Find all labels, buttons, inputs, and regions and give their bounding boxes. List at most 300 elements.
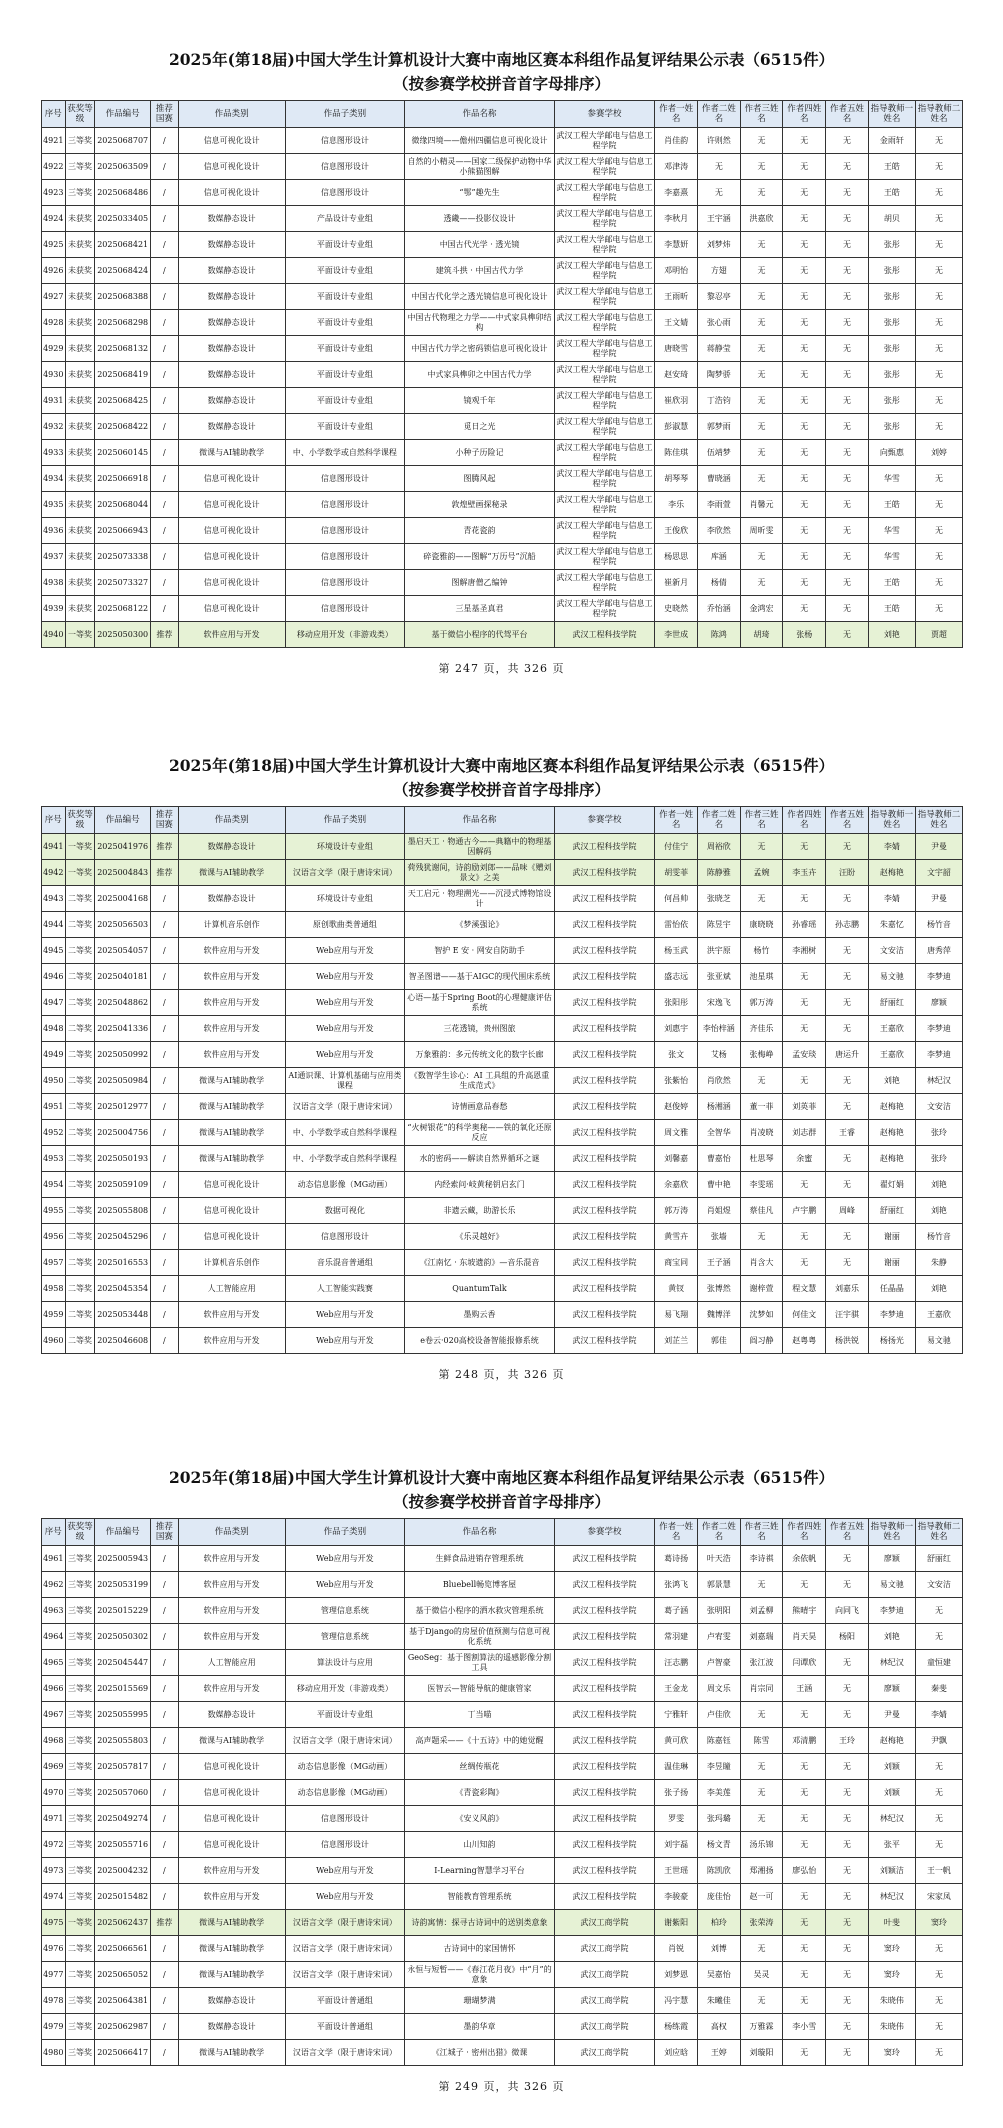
- cell-school: 武汉工程科技学院: [554, 1094, 654, 1120]
- cell-author2: 高权: [697, 2014, 740, 2040]
- cell-author2: 张博然: [697, 1276, 740, 1302]
- cell-award: 未获奖: [65, 570, 95, 596]
- cell-author2: 杨倩: [697, 570, 740, 596]
- cell-author1: 王世瑶: [655, 1858, 698, 1884]
- cell-teacher2: 李婧: [915, 1702, 962, 1728]
- cell-category: 信息可视化设计: [178, 518, 285, 544]
- cell-award: 三等奖: [65, 1572, 95, 1598]
- results-table: [41, 100, 963, 648]
- cell-award: 二等奖: [65, 938, 95, 964]
- table-row: [42, 310, 963, 336]
- cell-author2: 张墙: [697, 1224, 740, 1250]
- cell-author1: 肖佳韵: [655, 128, 698, 154]
- cell-school: 武汉工程大学邮电与信息工程学院: [554, 596, 654, 622]
- cell-category: 数媒静态设计: [178, 206, 285, 232]
- cell-subcategory: 算法设计与应用: [285, 1650, 405, 1676]
- cell-author2: 李雨萱: [697, 492, 740, 518]
- table-row: [42, 912, 963, 938]
- page-title: 2025年(第18届)中国大学生计算机设计大赛中南地区赛本科组作品复评结果公示表（6515件）: [168, 50, 835, 69]
- cell-recommend: /: [150, 570, 178, 596]
- cell-category: 软件应用与开发: [178, 1624, 285, 1650]
- cell-category: 微课与AI辅助教学: [178, 860, 285, 886]
- cell-author5: 无: [826, 2014, 869, 2040]
- column-header-author2: 作者二姓名: [697, 101, 740, 128]
- cell-author2: 无: [697, 154, 740, 180]
- cell-subcategory: 环境设计专业组: [285, 886, 405, 912]
- cell-author3: 谢梓萱: [740, 1276, 783, 1302]
- cell-author4: 孙睿瑶: [783, 912, 826, 938]
- cell-author1: 何昌帅: [655, 886, 698, 912]
- cell-teacher1: 赵梅艳: [868, 1728, 915, 1754]
- table-header-row: [42, 101, 963, 128]
- cell-work-name: 透畿——投影仪设计: [405, 206, 555, 232]
- cell-recommend: /: [150, 1988, 178, 2014]
- cell-award: 二等奖: [65, 1962, 95, 1988]
- cell-author1: 陈佳琪: [655, 440, 698, 466]
- cell-author2: 乔怡涵: [697, 596, 740, 622]
- cell-author3: 无: [740, 440, 783, 466]
- cell-category: 微课与AI辅助教学: [178, 1962, 285, 1988]
- cell-seq: 4961: [42, 1546, 66, 1572]
- cell-author1: 谢紫阳: [655, 1910, 698, 1936]
- cell-work-id: 2025068122: [95, 596, 151, 622]
- cell-work-id: 2025049274: [95, 1806, 151, 1832]
- cell-award: 三等奖: [65, 1546, 95, 1572]
- cell-teacher2: 贾超: [915, 622, 962, 648]
- cell-school: 武汉工商学院: [554, 1962, 654, 1988]
- cell-author4: 无: [783, 1884, 826, 1910]
- cell-work-name: 图腾风起: [405, 466, 555, 492]
- cell-teacher1: 张彤: [868, 258, 915, 284]
- cell-author1: 王金龙: [655, 1676, 698, 1702]
- cell-work-name: “火树银花”的科学奥秘——铁的氧化还原反应: [405, 1120, 555, 1146]
- cell-author5: 杨阳: [826, 1624, 869, 1650]
- cell-recommend: /: [150, 492, 178, 518]
- cell-category: 数媒静态设计: [178, 1702, 285, 1728]
- column-header-subcategory: 作品子类别: [285, 101, 405, 128]
- cell-recommend: 推荐: [150, 622, 178, 648]
- cell-work-name: I-Learning智慧学习平台: [405, 1858, 555, 1884]
- cell-author1: 商宝同: [655, 1250, 698, 1276]
- cell-work-name: 图解唐僧乙编钟: [405, 570, 555, 596]
- cell-work-id: 2025050300: [95, 622, 151, 648]
- cell-work-name: e卷云·020高校设备智能报修系统: [405, 1328, 555, 1354]
- cell-teacher1: 刘颖洁: [868, 1858, 915, 1884]
- cell-work-name: 《安义风韵》: [405, 1806, 555, 1832]
- cell-author5: 无: [826, 1172, 869, 1198]
- cell-teacher2: 窦玲: [915, 1910, 962, 1936]
- cell-recommend: /: [150, 232, 178, 258]
- cell-work-name: 基于Django的房屋价值预测与信息可视化系统: [405, 1624, 555, 1650]
- cell-work-name: “鄂”趣先生: [405, 180, 555, 206]
- cell-author1: 刘馨嘉: [655, 1146, 698, 1172]
- cell-teacher1: 叶斐: [868, 1910, 915, 1936]
- cell-work-name: 丁当喵: [405, 1702, 555, 1728]
- cell-author4: 无: [783, 1016, 826, 1042]
- cell-author5: 无: [826, 1250, 869, 1276]
- cell-teacher2: 朱静: [915, 1250, 962, 1276]
- cell-author4: 无: [783, 128, 826, 154]
- cell-work-id: 2025068044: [95, 492, 151, 518]
- cell-category: 软件应用与开发: [178, 1884, 285, 1910]
- cell-teacher1: 张彤: [868, 284, 915, 310]
- cell-author5: 无: [826, 1068, 869, 1094]
- column-header-author4: 作者四姓名: [783, 101, 826, 128]
- cell-author5: 无: [826, 1754, 869, 1780]
- cell-category: 软件应用与开发: [178, 1598, 285, 1624]
- table-row: [42, 206, 963, 232]
- cell-author2: 叶天浩: [697, 1546, 740, 1572]
- cell-work-id: 2025046608: [95, 1328, 151, 1354]
- cell-author3: 无: [740, 128, 783, 154]
- cell-recommend: /: [150, 388, 178, 414]
- cell-work-name: 中国古代物理之力学——中式家具榫卯结构: [405, 310, 555, 336]
- cell-author4: 闫谭欣: [783, 1650, 826, 1676]
- cell-category: 微课与AI辅助教学: [178, 1146, 285, 1172]
- cell-seq: 4947: [42, 990, 66, 1016]
- cell-work-id: 2025066561: [95, 1936, 151, 1962]
- cell-author3: 无: [740, 362, 783, 388]
- cell-seq: 4939: [42, 596, 66, 622]
- cell-work-name: 珊瑚梦满: [405, 1988, 555, 2014]
- cell-author2: 周文乐: [697, 1676, 740, 1702]
- cell-subcategory: Web应用与开发: [285, 1884, 405, 1910]
- table-row: [42, 886, 963, 912]
- results-table: [41, 806, 963, 1354]
- cell-teacher2: 无: [915, 2014, 962, 2040]
- cell-author5: 向同飞: [826, 1598, 869, 1624]
- cell-subcategory: 音乐混音普通组: [285, 1250, 405, 1276]
- cell-author5: 无: [826, 206, 869, 232]
- cell-teacher2: 无: [915, 414, 962, 440]
- cell-category: 软件应用与开发: [178, 1328, 285, 1354]
- cell-category: 数媒静态设计: [178, 2014, 285, 2040]
- cell-author5: 无: [826, 2040, 869, 2066]
- cell-work-name: 三星基圣真君: [405, 596, 555, 622]
- cell-author1: 李秋月: [655, 206, 698, 232]
- cell-author3: 无: [740, 232, 783, 258]
- cell-work-id: 2025045296: [95, 1224, 151, 1250]
- cell-work-id: 2025068425: [95, 388, 151, 414]
- cell-recommend: /: [150, 1676, 178, 1702]
- cell-author2: 朱曦佳: [697, 1988, 740, 2014]
- cell-subcategory: 平面设计专业组: [285, 258, 405, 284]
- cell-author3: 李诗祺: [740, 1546, 783, 1572]
- cell-author3: 肖馨元: [740, 492, 783, 518]
- cell-teacher1: 朱晓伟: [868, 2014, 915, 2040]
- cell-author2: 洪宇原: [697, 938, 740, 964]
- cell-work-id: 2025041976: [95, 834, 151, 860]
- cell-author2: 李欣然: [697, 518, 740, 544]
- cell-category: 信息可视化设计: [178, 1780, 285, 1806]
- cell-seq: 4935: [42, 492, 66, 518]
- cell-author1: 张紫怡: [655, 1068, 698, 1094]
- cell-teacher1: 张彤: [868, 336, 915, 362]
- cell-teacher1: 舒丽红: [868, 1198, 915, 1224]
- cell-school: 武汉工程科技学院: [554, 1302, 654, 1328]
- cell-teacher2: 无: [915, 1936, 962, 1962]
- column-header-teacher1: 指导教师一姓名: [868, 1519, 915, 1546]
- cell-author1: 盛志远: [655, 964, 698, 990]
- cell-work-id: 2025073327: [95, 570, 151, 596]
- cell-recommend: /: [150, 1702, 178, 1728]
- cell-category: 信息可视化设计: [178, 180, 285, 206]
- cell-author3: 张梅峥: [740, 1042, 783, 1068]
- cell-author5: 无: [826, 596, 869, 622]
- page-249: [0, 1460, 1003, 2094]
- cell-seq: 4956: [42, 1224, 66, 1250]
- cell-award: 未获奖: [65, 440, 95, 466]
- cell-author4: 无: [783, 596, 826, 622]
- cell-teacher2: 无: [915, 1754, 962, 1780]
- cell-award: 三等奖: [65, 2014, 95, 2040]
- cell-school: 武汉工程科技学院: [554, 1806, 654, 1832]
- cell-author5: 无: [826, 1884, 869, 1910]
- cell-teacher1: 赵梅艳: [868, 1094, 915, 1120]
- cell-seq: 4946: [42, 964, 66, 990]
- cell-school: 武汉工程大学邮电与信息工程学院: [554, 440, 654, 466]
- cell-work-id: 2025066943: [95, 518, 151, 544]
- cell-teacher1: 张彤: [868, 232, 915, 258]
- cell-author3: 无: [740, 1572, 783, 1598]
- cell-school: 武汉工程大学邮电与信息工程学院: [554, 336, 654, 362]
- cell-subcategory: Web应用与开发: [285, 1328, 405, 1354]
- cell-subcategory: Web应用与开发: [285, 1858, 405, 1884]
- cell-author5: 孙志鹏: [826, 912, 869, 938]
- cell-author5: 无: [826, 1780, 869, 1806]
- column-header-subcategory: 作品子类别: [285, 1519, 405, 1546]
- cell-teacher2: 李梦迪: [915, 1042, 962, 1068]
- column-header-recommend: 推荐国赛: [150, 807, 178, 834]
- cell-school: 武汉工程大学邮电与信息工程学院: [554, 128, 654, 154]
- cell-author2: 肖姐煜: [697, 1198, 740, 1224]
- cell-author5: 无: [826, 232, 869, 258]
- cell-teacher1: 王皓: [868, 492, 915, 518]
- cell-author5: 无: [826, 886, 869, 912]
- cell-author1: 葛诗扬: [655, 1546, 698, 1572]
- cell-author1: 易飞翔: [655, 1302, 698, 1328]
- cell-author5: 无: [826, 310, 869, 336]
- cell-author4: 刘英菲: [783, 1094, 826, 1120]
- cell-seq: 4932: [42, 414, 66, 440]
- cell-author1: 杨玉武: [655, 938, 698, 964]
- cell-recommend: /: [150, 2040, 178, 2066]
- cell-seq: 4921: [42, 128, 66, 154]
- cell-seq: 4937: [42, 544, 66, 570]
- cell-author3: 万雅霖: [740, 2014, 783, 2040]
- cell-author2: 宋逸飞: [697, 990, 740, 1016]
- cell-school: 武汉工程大学邮电与信息工程学院: [554, 388, 654, 414]
- cell-author4: 无: [783, 258, 826, 284]
- table-header-row: [42, 1519, 963, 1546]
- cell-seq: 4980: [42, 2040, 66, 2066]
- cell-author5: 无: [826, 258, 869, 284]
- cell-teacher2: 无: [915, 492, 962, 518]
- cell-author5: 无: [826, 1962, 869, 1988]
- cell-subcategory: 平面设计专业组: [285, 1702, 405, 1728]
- cell-author4: 无: [783, 206, 826, 232]
- cell-author5: 无: [826, 1146, 869, 1172]
- cell-author2: 丁浩钧: [697, 388, 740, 414]
- cell-teacher1: 易文驰: [868, 1572, 915, 1598]
- cell-work-id: 2025055995: [95, 1702, 151, 1728]
- cell-author5: 汪盼: [826, 860, 869, 886]
- cell-teacher2: 童恒建: [915, 1650, 962, 1676]
- cell-teacher2: 无: [915, 570, 962, 596]
- cell-school: 武汉工程大学邮电与信息工程学院: [554, 492, 654, 518]
- cell-award: 二等奖: [65, 886, 95, 912]
- cell-category: 数媒静态设计: [178, 310, 285, 336]
- cell-subcategory: 平面设计专业组: [285, 388, 405, 414]
- cell-author2: 郭景慧: [697, 1572, 740, 1598]
- cell-author4: 无: [783, 336, 826, 362]
- cell-subcategory: Web应用与开发: [285, 990, 405, 1016]
- cell-work-id: 2025055808: [95, 1198, 151, 1224]
- cell-subcategory: 汉语言文学（限于唐诗宋词）: [285, 1962, 405, 1988]
- cell-work-id: 2025041336: [95, 1016, 151, 1042]
- cell-teacher2: 无: [915, 466, 962, 492]
- table-row: [42, 1624, 963, 1650]
- table-row: [42, 1936, 963, 1962]
- cell-author1: 赵安琦: [655, 362, 698, 388]
- cell-author5: 无: [826, 414, 869, 440]
- cell-seq: 4952: [42, 1120, 66, 1146]
- cell-teacher1: 朱晓伟: [868, 1988, 915, 2014]
- cell-award: 未获奖: [65, 206, 95, 232]
- column-header-school: 参赛学校: [554, 101, 654, 128]
- cell-work-name: 非遗云藏，助游长乐: [405, 1198, 555, 1224]
- cell-teacher2: 尹曼: [915, 886, 962, 912]
- cell-recommend: /: [150, 964, 178, 990]
- column-header-work-name: 作品名称: [405, 807, 555, 834]
- cell-work-name: GeoSeg：基于图割算法的遥感影像分割工具: [405, 1650, 555, 1676]
- cell-author3: 洪嘉欣: [740, 206, 783, 232]
- cell-work-id: 2025066417: [95, 2040, 151, 2066]
- table-row: [42, 1094, 963, 1120]
- table-row: [42, 440, 963, 466]
- cell-author4: 卢宇鹏: [783, 1198, 826, 1224]
- cell-category: 软件应用与开发: [178, 1572, 285, 1598]
- table-row: [42, 1598, 963, 1624]
- cell-author3: 无: [740, 1754, 783, 1780]
- column-header-category: 作品类别: [178, 101, 285, 128]
- cell-school: 武汉工程科技学院: [554, 990, 654, 1016]
- cell-seq: 4933: [42, 440, 66, 466]
- cell-subcategory: 平面设计专业组: [285, 362, 405, 388]
- cell-author1: 黄可欣: [655, 1728, 698, 1754]
- cell-teacher2: 唐秀萍: [915, 938, 962, 964]
- cell-author5: 无: [826, 1546, 869, 1572]
- cell-author4: 无: [783, 1224, 826, 1250]
- cell-author1: 罗雯: [655, 1806, 698, 1832]
- cell-author5: 无: [826, 1224, 869, 1250]
- cell-school: 武汉工程科技学院: [554, 1546, 654, 1572]
- cell-author3: 无: [740, 570, 783, 596]
- cell-author3: 赵一可: [740, 1884, 783, 1910]
- cell-recommend: /: [150, 886, 178, 912]
- cell-author4: 熊晴宇: [783, 1598, 826, 1624]
- cell-teacher2: 李梦迪: [915, 1016, 962, 1042]
- cell-recommend: 推荐: [150, 860, 178, 886]
- cell-work-name: 墨启天工 · 物通古今——典籍中的物理基因解码: [405, 834, 555, 860]
- cell-author5: 无: [826, 622, 869, 648]
- cell-recommend: /: [150, 414, 178, 440]
- cell-subcategory: 管理信息系统: [285, 1624, 405, 1650]
- cell-teacher1: 朱嘉忆: [868, 912, 915, 938]
- cell-recommend: /: [150, 1728, 178, 1754]
- column-header-author3: 作者三姓名: [740, 807, 783, 834]
- cell-award: 三等奖: [65, 2040, 95, 2066]
- cell-work-name: 碎瓷雅韵——图解“万历号”沉船: [405, 544, 555, 570]
- cell-teacher2: 无: [915, 1832, 962, 1858]
- cell-work-id: 2025068707: [95, 128, 151, 154]
- table-row: [42, 990, 963, 1016]
- cell-teacher1: 金雨轩: [868, 128, 915, 154]
- cell-teacher1: 华雪: [868, 544, 915, 570]
- cell-award: 未获奖: [65, 544, 95, 570]
- cell-category: 信息可视化设计: [178, 570, 285, 596]
- cell-author2: 曹晓涵: [697, 466, 740, 492]
- cell-author2: 刘梦炜: [697, 232, 740, 258]
- table-row: [42, 1572, 963, 1598]
- cell-subcategory: 平面设计专业组: [285, 414, 405, 440]
- cell-seq: 4922: [42, 154, 66, 180]
- cell-category: 微课与AI辅助教学: [178, 1728, 285, 1754]
- cell-recommend: /: [150, 1650, 178, 1676]
- cell-author1: 付佳宁: [655, 834, 698, 860]
- cell-teacher2: 无: [915, 232, 962, 258]
- cell-category: 信息可视化设计: [178, 128, 285, 154]
- cell-award: 二等奖: [65, 1120, 95, 1146]
- cell-category: 数媒静态设计: [178, 232, 285, 258]
- cell-recommend: /: [150, 440, 178, 466]
- cell-subcategory: Web应用与开发: [285, 938, 405, 964]
- cell-teacher2: 无: [915, 336, 962, 362]
- column-header-recommend: 推荐国赛: [150, 101, 178, 128]
- cell-work-id: 2025053199: [95, 1572, 151, 1598]
- cell-teacher2: 无: [915, 206, 962, 232]
- cell-author3: 胡琦: [740, 622, 783, 648]
- cell-author4: 无: [783, 310, 826, 336]
- cell-author2: 陈静雅: [697, 860, 740, 886]
- cell-recommend: /: [150, 1224, 178, 1250]
- cell-award: 二等奖: [65, 1172, 95, 1198]
- cell-work-id: 2025040181: [95, 964, 151, 990]
- cell-teacher1: 易文驰: [868, 964, 915, 990]
- cell-work-id: 2025057060: [95, 1780, 151, 1806]
- cell-work-name: 基于微信小程序的代驾平台: [405, 622, 555, 648]
- cell-work-id: 2025045447: [95, 1650, 151, 1676]
- cell-work-name: 智护 E 安 · 网安自防助手: [405, 938, 555, 964]
- cell-subcategory: 产品设计专业组: [285, 206, 405, 232]
- cell-teacher1: 赵梅艳: [868, 1146, 915, 1172]
- cell-teacher1: 林纪汉: [868, 1650, 915, 1676]
- cell-work-id: 2025015569: [95, 1676, 151, 1702]
- cell-author5: 无: [826, 1806, 869, 1832]
- cell-author2: 肖欣然: [697, 1068, 740, 1094]
- cell-work-name: 建筑斗拱 · 中国古代力学: [405, 258, 555, 284]
- cell-category: 数媒静态设计: [178, 258, 285, 284]
- column-header-seq: 序号: [42, 101, 66, 128]
- cell-author5: 无: [826, 1650, 869, 1676]
- cell-category: 数媒静态设计: [178, 362, 285, 388]
- cell-teacher2: 无: [915, 154, 962, 180]
- cell-work-name: 山川知韵: [405, 1832, 555, 1858]
- cell-work-name: QuantumTalk: [405, 1276, 555, 1302]
- cell-author4: 赵粤粤: [783, 1328, 826, 1354]
- cell-teacher1: 赵梅艳: [868, 860, 915, 886]
- cell-author3: 无: [740, 1224, 783, 1250]
